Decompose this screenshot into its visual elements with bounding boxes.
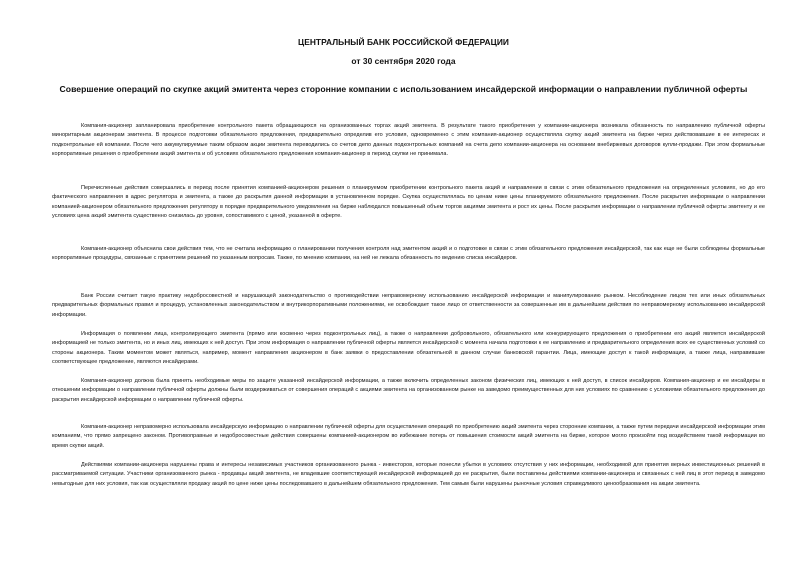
document-title: Совершение операций по скупке акций эмитента через сторонние компании с использованием инсайдерской информации о направлении публичной оферты [59,84,748,94]
body-paragraph: Компания-акционер объяснила свои действия тем, что не считала информацию о планировании получения контроля над эмитентом акций и о подготовке в связи с этим обязательного предложения инсайдерской, так как еще не были соблюдены формальные корпоративные процедуры, связанные с принятием решений по указанным вопросам. Также, по мнению компании, на ней не лежала обязанность по ведению списка инсайдеров. [52,246,765,262]
body-paragraph: Перечисленные действия совершались в период после принятия компанией-акционером решения о планируемом приобретении контрольного пакета акций и направлении в связи с этим обязательного предложения на определенных условиях, но до его фактического направления в адрес регулятора и эмитента, а также до раскрытия данной информации в установленном порядке. Скупка осуществлялась по ценам ниже цены планируемого обязательного предложения. После раскрытия информации о направлении компанией-акционером обязательного предложения регулятору в порядке предварительного уведомления на бирже наблюдался повышенный объем торгов акциями эмитента и рост их цены. После раскрытия информации о направлении публичной оферты эмитенту и ее условиях цена акций эмитента существенно снизилась до уровня, сопоставимого с ценой, указанной в оферте. [52,185,765,220]
body-paragraph: Банк России считает такую практику недобросовестной и нарушающей законодательство о противодействии неправомерному использованию инсайдерской информации и манипулированию рынком. Несоблюдение лицом тех или иных обязательных предварительных формальных правил и процедур, установленных законодательством и внутрикорпоративными положениями, не освобождает такое лицо от ответственности за совершенные им в дальнейшем действия по неправомерному использованию инсайдерской информации. [52,293,765,318]
body-paragraph: Действиями компании-акционера нарушены права и интересы независимых участников организованного рынка - инвесторов, которые понесли убытки в условиях отсутствия у них информации, необходимой для принятия верных инвестиционных решений в рассматриваемой ситуации. Участники организованного рынка - продавцы акций эмитента, не владевшие соответствующей инсайдерской информацией до ее раскрытия, были поставлены действиями компании-акционера и связанных с ней лиц в этот период в заведомо невыгодные для них условия, так как осуществляли продажу акций по цене ниже цены последовавшего в дальнейшем обязательного предложения. Тем самым были нарушены рыночные условия справедливого ценообразования на акции эмитента. [52,462,765,487]
body-paragraph: Компания-акционер запланировала приобретение контрольного пакета обращающихся на организованных торгах акций эмитента. В результате такого приобретения у компании-акционера возникала обязанность по направлению публичной оферты миноритарным акционерам эмитента. В процессе подготовки обязательного предложения, предварительно определив его условия, одновременно с этим компания-акционер осуществляла скупку акций эмитента на бирже через действовавшие в ее интересах и подконтрольные ей компании. После чего аккумулируемые таким образом акции эмитента переводились со счетов депо данных подконтрольных компаний на счета депо компании-акционера на основании внебиржевых договоров купли-продажи. При этом формальные корпоративные решения о приобретении акций эмитента и об условиях обязательного предложения компания-акционер в период скупки не принимала. [52,123,765,158]
body-paragraph: Компания-акционер должна была принять необходимые меры по защите указанной инсайдерской информации, а также включить определенных законом физических лиц, имеющих к ней доступ, в список инсайдеров. Компания-акционер и ее инсайдеры в отношении информации о направлении публичной оферты должны были воздерживаться от совершения операций с акциями эмитента на организованном рынке на заведомо преимущественных для них условиях по сравнению с условиями обязательного предложения до раскрытия инсайдерской информации о направлении публичной оферты. [52,378,765,403]
document-date: от 30 сентября 2020 года [351,56,456,66]
body-paragraph: Компания-акционер неправомерно использовала инсайдерскую информацию о направлении публичной оферты для осуществления операций по приобретению акций эмитента через сторонние компании, а также путем передачи инсайдерской информации этим компаниям, что прямо запрещено законом. Противоправные и недобросовестные действия совершены компанией-акционером во избежание потерь от повышения стоимости акций эмитента на бирже, которое могло произойти под воздействием такой информации во время скупки акций. [52,424,765,449]
issuing-organization: ЦЕНТРАЛЬНЫЙ БАНК РОССИЙСКОЙ ФЕДЕРАЦИИ [298,37,509,47]
body-paragraph: Информация о появлении лица, контролирующего эмитента (прямо или косвенно через подконтрольных лиц), а также о направлении добровольного, обязательного или конкурирующего предложения о приобретении его акций является инсайдерской информацией не только эмитента, но и иных лиц, имеющих к ней доступ. При этом информация о направлении публичной оферты является инсайдерской с момента начала подготовки к ее направлению и предварительного определения всех ее существенных условий со стороны акционера. Таким моментом может являться, например, момент направления акционером в банк заявки о предоставлении обязательной в данном случае банковской гарантии. Лица, имеющие доступ к такой информации, а также лица, направившие соответствующее предложение, являются инсайдерами. [52,331,765,366]
